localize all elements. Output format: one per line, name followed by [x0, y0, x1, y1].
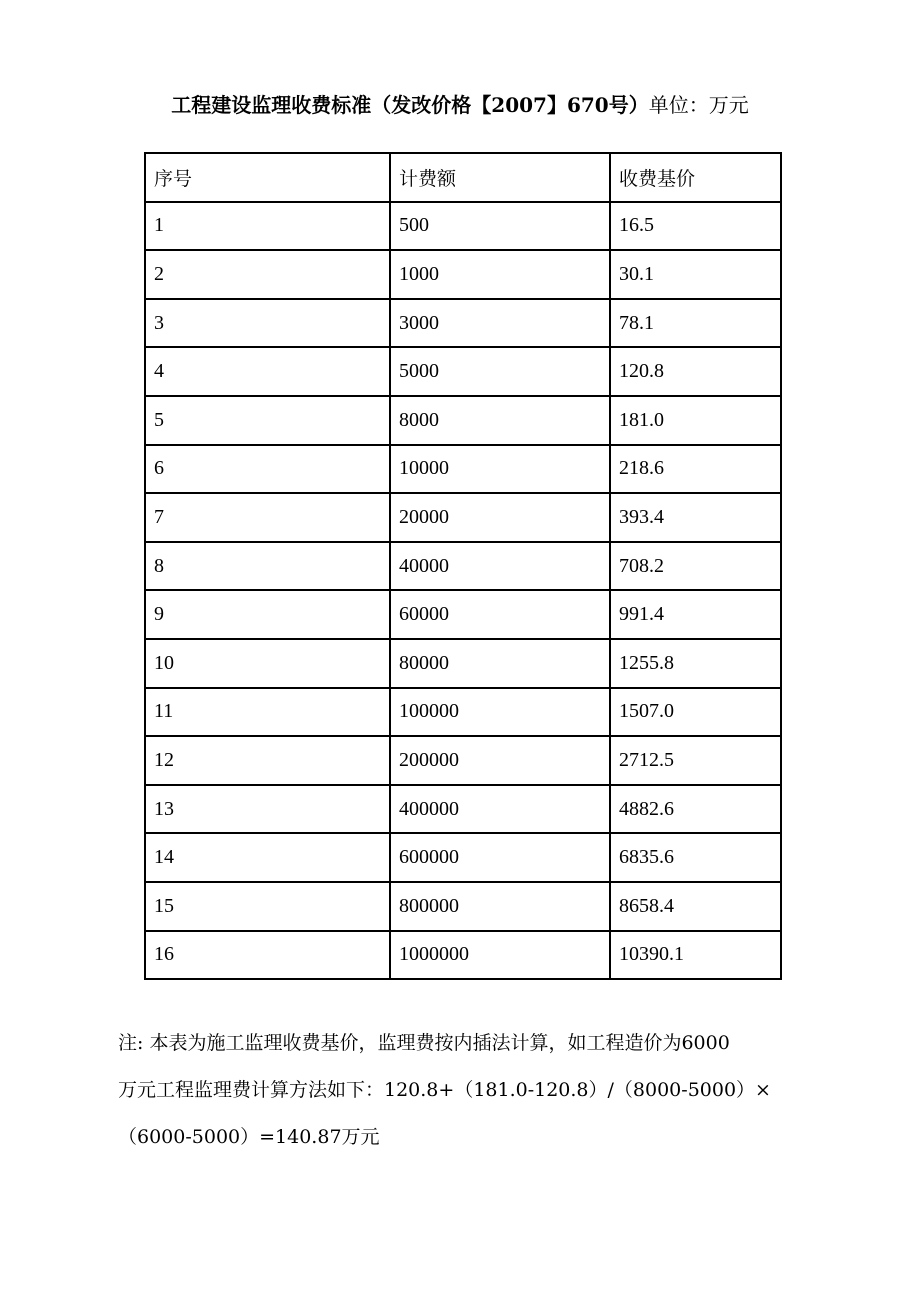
cell-fee-amount: 8000	[390, 396, 610, 445]
cell-fee-amount: 10000	[390, 445, 610, 494]
cell-index: 10	[145, 639, 390, 688]
cell-base-price: 708.2	[610, 542, 781, 591]
cell-fee-amount: 1000	[390, 250, 610, 299]
cell-base-price: 1255.8	[610, 639, 781, 688]
cell-index: 6	[145, 445, 390, 494]
cell-base-price: 181.0	[610, 396, 781, 445]
cell-index: 4	[145, 347, 390, 396]
table-row	[145, 736, 781, 785]
table-row	[145, 590, 781, 639]
cell-fee-amount: 20000	[390, 493, 610, 542]
cell-base-price: 78.1	[610, 299, 781, 348]
cell-index: 11	[145, 688, 390, 737]
cell-index: 13	[145, 785, 390, 834]
cell-base-price: 8658.4	[610, 882, 781, 931]
fee-table	[144, 152, 782, 980]
cell-fee-amount: 600000	[390, 833, 610, 882]
footnote-line: 注: 本表为施工监理收费基价，监理费按内插法计算，如工程造价为6000	[118, 1032, 730, 1054]
header-fee-amount: 计费额	[390, 153, 610, 202]
cell-fee-amount: 40000	[390, 542, 610, 591]
cell-base-price: 30.1	[610, 250, 781, 299]
cell-base-price: 10390.1	[610, 931, 781, 980]
cell-base-price: 16.5	[610, 202, 781, 251]
footnote-line: （6000-5000）=140.87万元	[118, 1126, 380, 1148]
cell-fee-amount: 400000	[390, 785, 610, 834]
footnote	[118, 1020, 808, 1161]
footnote-line: 万元工程监理费计算方法如下：120.8+（181.0-120.8）/（8000-5000）×	[118, 1079, 771, 1101]
table-row	[145, 347, 781, 396]
table-row	[145, 882, 781, 931]
table-row	[145, 688, 781, 737]
cell-index: 15	[145, 882, 390, 931]
cell-fee-amount: 500	[390, 202, 610, 251]
cell-base-price: 6835.6	[610, 833, 781, 882]
cell-index: 1	[145, 202, 390, 251]
table-row	[145, 250, 781, 299]
cell-base-price: 2712.5	[610, 736, 781, 785]
cell-index: 3	[145, 299, 390, 348]
table-row	[145, 202, 781, 251]
table-row	[145, 396, 781, 445]
cell-index: 8	[145, 542, 390, 591]
cell-index: 12	[145, 736, 390, 785]
table-header-row	[145, 153, 781, 202]
cell-index: 14	[145, 833, 390, 882]
cell-fee-amount: 80000	[390, 639, 610, 688]
table-row	[145, 785, 781, 834]
title-main: 工程建设监理收费标准（发改价格【2007】670号）	[171, 93, 649, 117]
cell-base-price: 1507.0	[610, 688, 781, 737]
cell-base-price: 120.8	[610, 347, 781, 396]
table-row	[145, 931, 781, 980]
table-row	[145, 493, 781, 542]
cell-base-price: 218.6	[610, 445, 781, 494]
cell-index: 2	[145, 250, 390, 299]
title-unit: 单位：万元	[648, 93, 749, 117]
cell-fee-amount: 100000	[390, 688, 610, 737]
cell-index: 5	[145, 396, 390, 445]
cell-fee-amount: 1000000	[390, 931, 610, 980]
cell-base-price: 393.4	[610, 493, 781, 542]
cell-base-price: 991.4	[610, 590, 781, 639]
cell-fee-amount: 5000	[390, 347, 610, 396]
cell-fee-amount: 800000	[390, 882, 610, 931]
table-row	[145, 542, 781, 591]
header-base-price: 收费基价	[610, 153, 781, 202]
table-row	[145, 639, 781, 688]
table-row	[145, 445, 781, 494]
cell-fee-amount: 3000	[390, 299, 610, 348]
cell-index: 16	[145, 931, 390, 980]
table-row	[145, 299, 781, 348]
header-index: 序号	[145, 153, 390, 202]
page-title	[0, 90, 920, 120]
cell-fee-amount: 200000	[390, 736, 610, 785]
cell-base-price: 4882.6	[610, 785, 781, 834]
cell-index: 7	[145, 493, 390, 542]
table-row	[145, 833, 781, 882]
cell-fee-amount: 60000	[390, 590, 610, 639]
cell-index: 9	[145, 590, 390, 639]
